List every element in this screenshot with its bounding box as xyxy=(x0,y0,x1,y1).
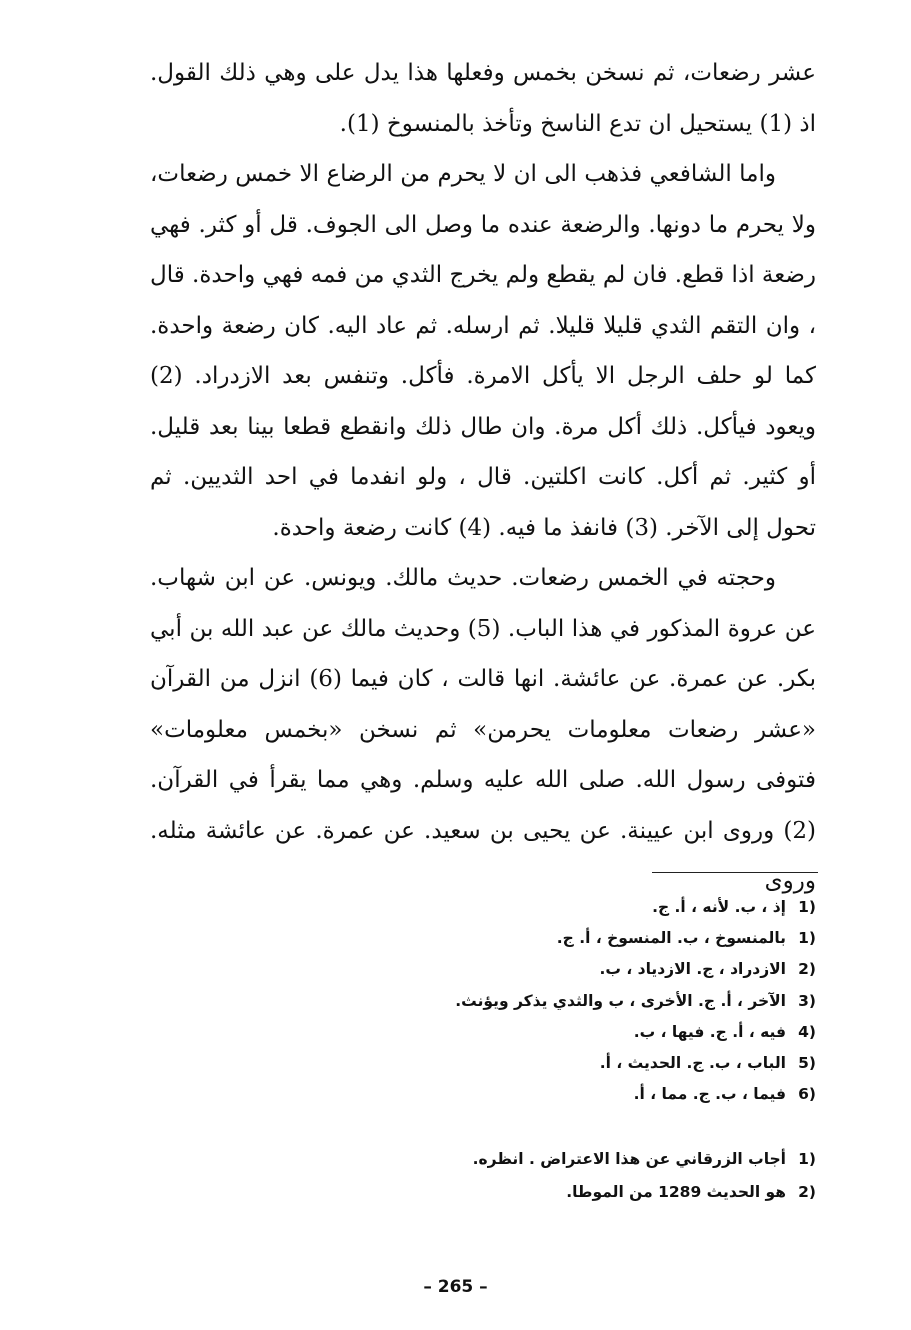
variant-note xyxy=(380,954,816,985)
variant-note xyxy=(380,892,816,923)
note-text: الآخر ، أ. ج. الأخرى ، ب والثدي يذكر ويؤنث. xyxy=(455,991,786,1010)
variant-note xyxy=(380,1017,816,1048)
note-text: فيما ، ب. ج. مما ، أ. xyxy=(633,1085,786,1104)
note-number: (1 xyxy=(798,898,816,916)
note-number: (4 xyxy=(798,1022,816,1041)
note-number: (3 xyxy=(798,991,816,1010)
main-text xyxy=(150,48,816,907)
note-text: الباب ، ب. ج. الحديث ، أ. xyxy=(599,1054,786,1073)
note-text: أجاب الزرقاني عن هذا الاعتراض . انظره. xyxy=(472,1150,786,1168)
paragraph-3: وحجته في الخمس رضعات. حديث مالك. ويونس. عن ابن شهاب. عن عروة المذكور في هذا الباب. (5) وحديث مالك عن عبد الله بن أبي بكر. عن عمرة. عن عائشة. انها قالت ، كان فيما (6) انزل من القرآن «عشر رضعات معلومات يحرمن» ثم نسخن «بخمس معلومات» فتوفى رسول الله. صلى الله عليه وسلم. وهي مما يقرأ في القرآن. (2) وروى ابن عيينة. عن يحيى بن سعيد. عن عمرة. عن عائشة مثله. وروى xyxy=(150,565,817,894)
reference-note xyxy=(380,1143,816,1176)
note-number: (2 xyxy=(798,1183,816,1201)
reference-notes xyxy=(380,1143,816,1209)
note-number: (6 xyxy=(798,1085,816,1104)
page-number: – 265 – xyxy=(423,1277,488,1297)
note-text: إذ ، ب. لأنه ، أ. ج. xyxy=(652,898,786,916)
footnote-separator xyxy=(652,872,818,873)
note-text: الازدراد ، ج. الازدياد ، ب. xyxy=(599,960,786,979)
reference-note xyxy=(380,1176,816,1209)
note-text: هو الحديث 1289 من الموطا. xyxy=(566,1183,786,1201)
note-text: فيه ، أ. ج. فيها ، ب. xyxy=(633,1022,786,1041)
variant-note xyxy=(380,986,816,1017)
paragraph-2: واما الشافعي فذهب الى ان لا يحرم من الرضاع الا خمس رضعات، ولا يحرم ما دونها. والرضعة عنده ما وصل الى الجوف. قل أو كثر. فهي رضعة اذا قطع. فان لم يقطع ولم يخرج الثدي من فمه فهي واحدة. قال ، وان التقم الثدي قليلا قليلا. ثم ارسله. ثم عاد اليه. كان رضعة واحدة. كما لو حلف الرجل الا يأكل الامرة. فأكل. وتنفس بعد الازدراد. (2) ويعود فيأكل. ذلك أكل مرة. وان طال ذلك وانقطع قطعا بينا بعد قليل. أو كثير. ثم أكل. كانت اكلتين. قال ، ولو انفدما في احد الثديين. ثم تحول إلى الآخر. (3) فانفذ ما فيه. (4) كانت رضعة واحدة. xyxy=(150,161,816,541)
note-number: (2 xyxy=(798,960,816,979)
note-number: (5 xyxy=(798,1054,816,1073)
variant-notes xyxy=(380,892,816,1110)
variant-note xyxy=(380,1048,816,1079)
note-number: (1 xyxy=(798,929,816,948)
variant-note xyxy=(380,923,816,954)
paragraph-1: عشر رضعات، ثم نسخن بخمس وفعلها هذا يدل على وهي ذلك القول. اذ (1) يستحيل ان تدع الناسخ وتأخذ بالمنسوخ (1). xyxy=(150,60,816,137)
note-number: (1 xyxy=(798,1150,816,1168)
variant-note xyxy=(380,1079,816,1110)
note-text: بالمنسوخ ، ب. المنسوخ ، أ. ج. xyxy=(556,929,786,948)
